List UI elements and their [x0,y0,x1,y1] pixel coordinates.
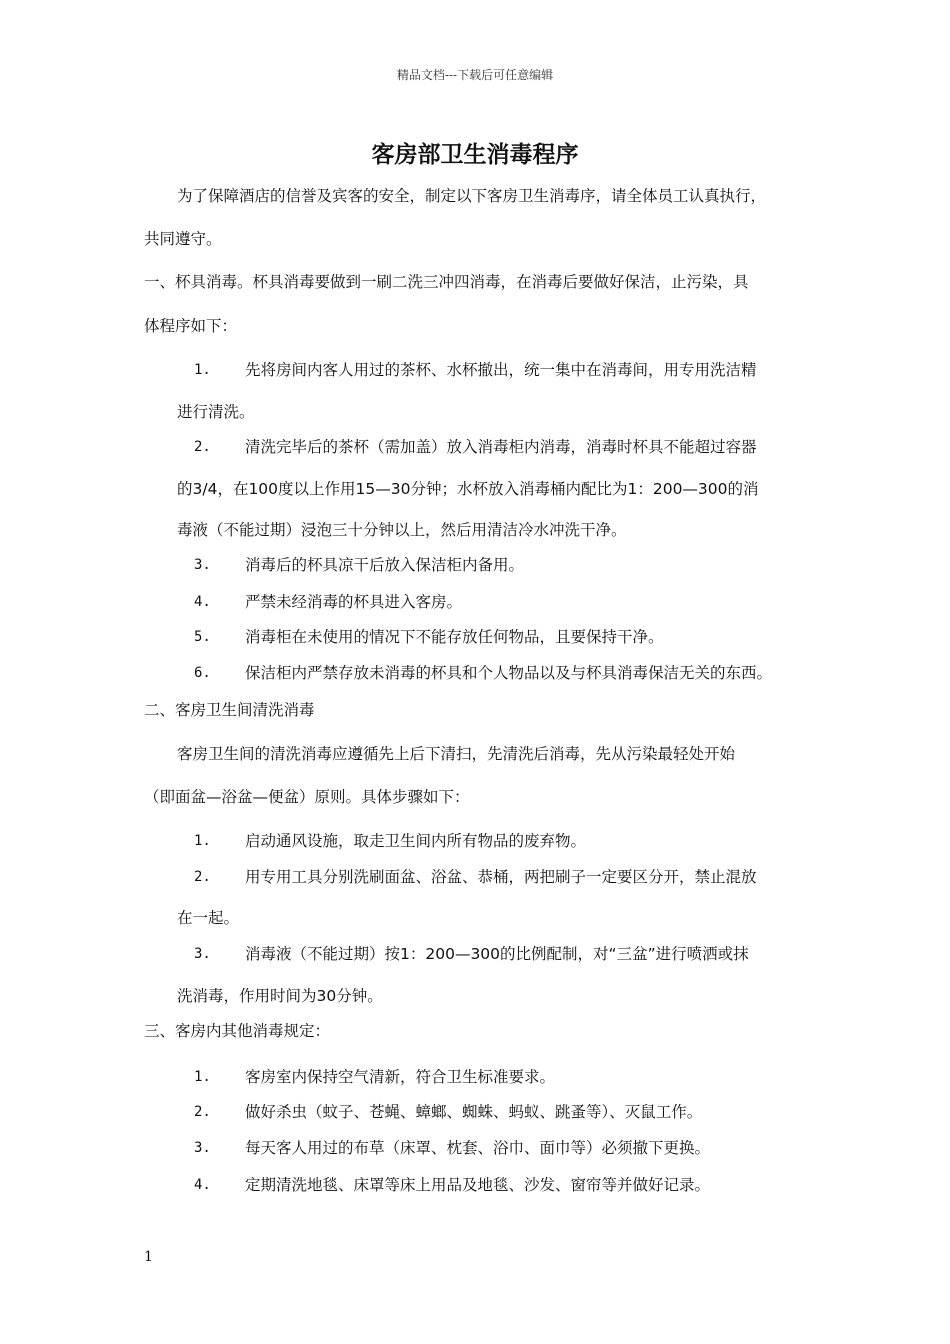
section2-paragraph-cont: （即面盆—浴盆—便盆）原则。具体步骤如下： [144,788,470,806]
document-title: 客房部卫生消毒程序 [371,141,579,168]
list-item-text-cont: 毒液（不能过期）浸泡三十分钟以上，然后用清洁冷水冲洗干净。 [177,521,627,539]
list-item-text: 清洗完毕后的茶杯（需加盖）放入消毒柜内消毒，消毒时杯具不能超过容器 [245,438,757,456]
section2-heading: 二、客房卫生间清洗消毒 [144,701,315,719]
list-item-number: 3. [194,557,211,573]
list-item-text: 用专用工具分别洗刷面盆、浴盆、恭桶，两把刷子一定要区分开，禁止混放 [245,868,757,886]
list-item-text: 消毒后的杯具凉干后放入保洁柜内备用。 [245,556,525,574]
list-item-number: 1. [194,362,211,378]
list-item-text-cont: 的3/4，在100度以上作用15—30分钟；水杯放入消毒桶内配比为1：200—300的消 [177,480,759,498]
list-item-text: 消毒液（不能过期）按1：200—300的比例配制，对“三盆”进行喷洒或抹 [245,945,749,963]
section3-heading: 三、客房内其他消毒规定： [144,1022,331,1040]
list-item-text: 保洁柜内严禁存放未消毒的杯具和个人物品以及与杯具消毒保洁无关的东西。 [245,664,773,682]
page-number: 1 [144,1249,153,1265]
list-item-text: 客房室内保持空气清新，符合卫生标准要求。 [245,1068,556,1086]
list-item-text-cont: 在一起。 [177,909,240,927]
list-item-text-cont: 洗消毒，作用时间为30分钟。 [177,987,383,1005]
list-item-number: 3. [194,946,211,962]
list-item-number: 1. [194,1069,211,1085]
list-item-number: 4. [194,594,211,610]
section1-heading: 一、杯具消毒。杯具消毒要做到一刷二洗三冲四消毒，在消毒后要做好保洁，止污染，具 [144,273,749,291]
list-item-text: 做好杀虫（蚊子、苍蝇、蟑螂、蜘蛛、蚂蚁、跳蚤等）、灭鼠工作。 [245,1103,703,1121]
list-item-text-cont: 进行清洗。 [177,403,255,421]
list-item-number: 4. [194,1177,211,1193]
section2-paragraph: 客房卫生间的清洗消毒应遵循先上后下清扫，先清洗后消毒，先从污染最轻处开始 [177,745,736,763]
page-header: 精品文档---下载后可任意编辑 [396,68,554,82]
list-item-number: 5. [194,629,211,645]
list-item-number: 2. [194,869,211,885]
list-item-text: 启动通风设施，取走卫生间内所有物品的废弃物。 [245,832,587,850]
list-item-text: 严禁未经消毒的杯具进入客房。 [245,593,463,611]
intro-line-1: 为了保障酒店的信誉及宾客的安全，制定以下客房卫生消毒序，请全体员工认真执行， [177,187,767,205]
section1-heading-cont: 体程序如下： [144,317,238,335]
list-item-text: 定期清洗地毯、床罩等床上用品及地毯、沙发、窗帘等并做好记录。 [245,1176,711,1194]
list-item-number: 6. [194,665,211,681]
intro-line-2: 共同遵守。 [144,230,222,248]
list-item-number: 1. [194,833,211,849]
list-item-number: 3. [194,1140,211,1156]
list-item-number: 2. [194,1104,211,1120]
list-item-text: 每天客人用过的布草（床罩、枕套、浴巾、面巾等）必须撤下更换。 [245,1139,711,1157]
list-item-number: 2. [194,439,211,455]
list-item-text: 先将房间内客人用过的茶杯、水杯撤出，统一集中在消毒间，用专用洗洁精 [245,361,757,379]
list-item-text: 消毒柜在未使用的情况下不能存放任何物品，且要保持干净。 [245,628,664,646]
